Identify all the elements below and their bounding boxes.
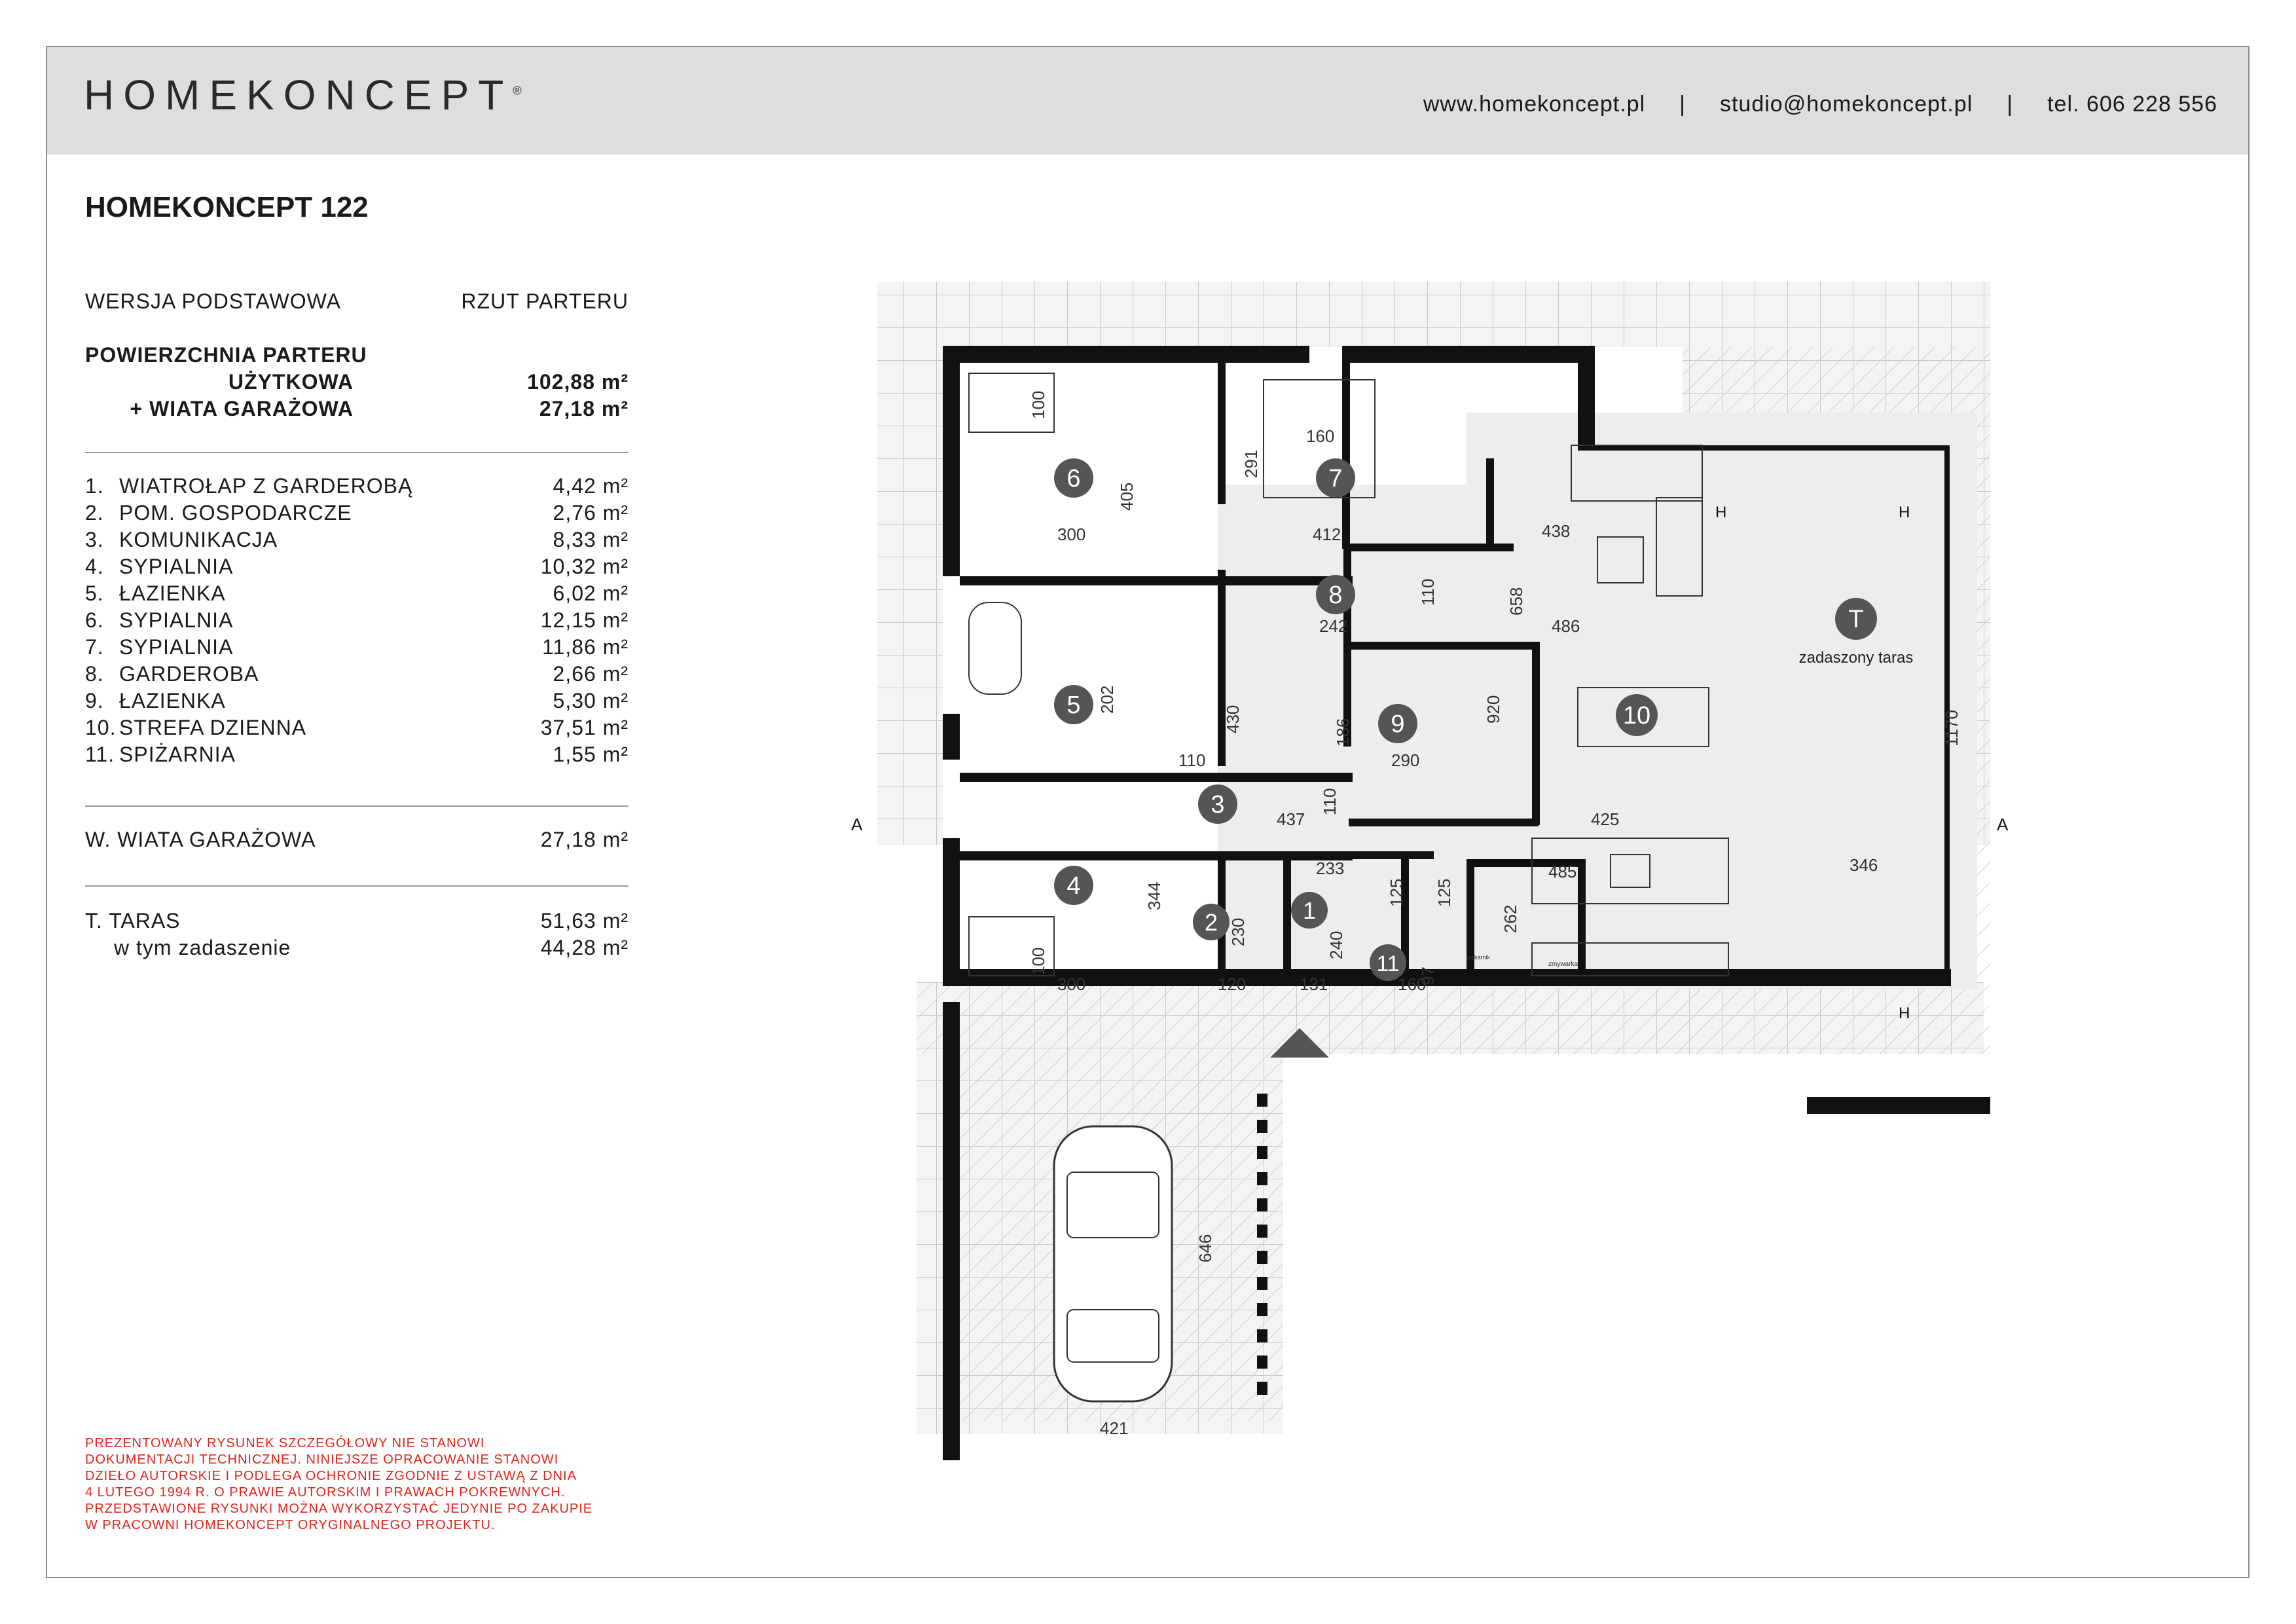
svg-text:110: 110 xyxy=(1418,578,1438,606)
room-list xyxy=(85,473,629,768)
version-row xyxy=(85,288,629,315)
svg-text:125: 125 xyxy=(1387,878,1406,907)
contact-info xyxy=(1423,92,2217,117)
svg-text:8: 8 xyxy=(1328,581,1343,609)
room-marker-8 xyxy=(1316,575,1355,614)
svg-text:421: 421 xyxy=(1100,1418,1129,1438)
svg-text:300: 300 xyxy=(1057,974,1086,994)
small-label: zmywarka xyxy=(1548,961,1578,968)
svg-text:3: 3 xyxy=(1211,791,1225,819)
room-row: 4. SYPIALNIA 10,32 m² xyxy=(85,555,629,578)
small-label: piekarnik xyxy=(1467,954,1491,961)
room-marker-2 xyxy=(1193,904,1230,940)
svg-text:160: 160 xyxy=(1306,426,1335,446)
svg-text:9: 9 xyxy=(1391,710,1405,738)
floor-plan xyxy=(838,262,2056,1480)
svg-text:658: 658 xyxy=(1506,587,1526,616)
room-marker-5 xyxy=(1054,685,1093,724)
svg-text:5: 5 xyxy=(1066,692,1081,719)
room-marker-6 xyxy=(1054,458,1093,498)
hob-marker: H xyxy=(1899,1005,1910,1022)
room-marker-10 xyxy=(1616,694,1658,736)
terrace-sub-label: w tym zadaszenie xyxy=(114,936,291,959)
svg-text:262: 262 xyxy=(1501,904,1520,933)
legal-line: PREZENTOWANY RYSUNEK SZCZEGÓŁOWY NIE STANOWI xyxy=(85,1436,485,1450)
legal-line: PRZEDSTAWIONE RYSUNKI MOŻNA WYKORZYSTAĆ JEDYNIE PO ZAKUPIE xyxy=(85,1502,593,1516)
separator: | xyxy=(1679,92,1686,117)
room-row: 2. POM. GOSPODARCZE 2,76 m² xyxy=(85,501,629,525)
carport-label: + WIATA GARAŻOWA xyxy=(130,397,354,420)
room-marker-9 xyxy=(1378,704,1417,743)
svg-text:186: 186 xyxy=(1333,718,1353,747)
svg-text:125: 125 xyxy=(1434,878,1454,907)
hob-marker: H xyxy=(1899,504,1910,521)
room-row: 7. SYPIALNIA 11,86 m² xyxy=(85,635,629,659)
car-icon xyxy=(1054,1126,1172,1401)
terrace-sub-area: 44,28 m² xyxy=(540,936,629,959)
svg-text:97: 97 xyxy=(1418,967,1438,986)
carport-summary xyxy=(85,826,629,853)
version-label: WERSJA PODSTAWOWA xyxy=(85,289,341,313)
divider xyxy=(85,452,629,453)
svg-text:240: 240 xyxy=(1326,931,1346,959)
svg-text:437: 437 xyxy=(1277,809,1305,829)
usable-value: 102,88 m² xyxy=(527,370,629,394)
terrace-area: 51,63 m² xyxy=(540,909,629,932)
room-row: 11. SPIŻARNIA 1,55 m² xyxy=(85,743,629,766)
hob-marker: H xyxy=(1715,504,1727,521)
section-mark-left: A xyxy=(851,815,863,834)
svg-text:2: 2 xyxy=(1204,909,1218,936)
terrace-summary xyxy=(85,908,629,961)
svg-text:344: 344 xyxy=(1144,881,1164,910)
carport-summary-label: W. WIATA GARAŻOWA xyxy=(85,828,316,851)
svg-text:11: 11 xyxy=(1376,951,1400,976)
logo[interactable]: HOMEKONCEPT® xyxy=(84,71,522,119)
carport-value: 27,18 m² xyxy=(539,397,629,420)
svg-text:110: 110 xyxy=(1178,750,1206,770)
room-marker-7 xyxy=(1316,458,1355,498)
separator: | xyxy=(2007,92,2014,117)
svg-text:6: 6 xyxy=(1066,465,1081,492)
svg-text:920: 920 xyxy=(1484,695,1503,724)
svg-text:T: T xyxy=(1848,606,1864,633)
svg-text:430: 430 xyxy=(1223,705,1243,733)
svg-text:160: 160 xyxy=(1398,974,1427,994)
room-row: 8. GARDEROBA 2,66 m² xyxy=(85,662,629,686)
legal-line: DZIEŁO AUTORSKIE I PODLEGA OCHRONIE ZGODNIE Z USTAWĄ Z DNIA xyxy=(85,1469,577,1483)
carport-summary-area: 27,18 m² xyxy=(540,828,629,851)
svg-text:4: 4 xyxy=(1066,872,1081,900)
svg-text:486: 486 xyxy=(1552,616,1580,636)
svg-text:120: 120 xyxy=(1218,974,1247,994)
svg-text:485: 485 xyxy=(1548,862,1577,881)
svg-text:131: 131 xyxy=(1300,974,1328,994)
svg-text:242: 242 xyxy=(1319,616,1348,636)
svg-text:346: 346 xyxy=(1850,855,1878,875)
phone-number[interactable]: tel. 606 228 556 xyxy=(2047,92,2217,117)
project-title: HOMEKONCEPT 122 xyxy=(85,191,369,223)
terrace-label: T. TARAS xyxy=(85,909,181,932)
svg-text:438: 438 xyxy=(1542,521,1571,541)
room-row: 1. WIATROŁAP Z GARDEROBĄ 4,42 m² xyxy=(85,474,629,498)
svg-text:412: 412 xyxy=(1313,525,1341,544)
section-mark-right: A xyxy=(1997,815,2009,834)
svg-text:1170: 1170 xyxy=(1942,710,1961,747)
living-floor xyxy=(1467,413,1977,989)
room-row: 10. STREFA DZIENNA 37,51 m² xyxy=(85,716,629,739)
room-row: 5. ŁAZIENKA 6,02 m² xyxy=(85,581,629,605)
svg-text:202: 202 xyxy=(1097,685,1117,714)
svg-text:300: 300 xyxy=(1057,525,1086,544)
svg-text:646: 646 xyxy=(1195,1234,1215,1263)
svg-text:405: 405 xyxy=(1117,482,1137,511)
room-marker-1 xyxy=(1291,892,1328,929)
room-row: 9. ŁAZIENKA 5,30 m² xyxy=(85,689,629,712)
svg-text:291: 291 xyxy=(1241,449,1261,478)
svg-text:425: 425 xyxy=(1591,809,1620,829)
email-link[interactable]: studio@homekoncept.pl xyxy=(1719,92,1973,117)
divider xyxy=(85,885,629,887)
room-marker-3 xyxy=(1198,784,1237,824)
divider xyxy=(85,805,629,807)
terrace-caption: zadaszony taras xyxy=(1798,649,1914,667)
legal-line: W PRACOWNI HOMEKONCEPT ORYGINALNEGO PROJEKTU. xyxy=(85,1518,496,1532)
room-row: 6. SYPIALNIA 12,15 m² xyxy=(85,608,629,632)
svg-text:7: 7 xyxy=(1328,465,1343,492)
svg-text:233: 233 xyxy=(1316,858,1345,878)
svg-text:10: 10 xyxy=(1622,702,1651,729)
area-title: POWIERZCHNIA PARTERU xyxy=(85,343,367,367)
legal-line: 4 LUTEGO 1994 R. O PRAWIE AUTORSKIM I PRAWACH POKREWNYCH. xyxy=(85,1485,566,1500)
svg-text:110: 110 xyxy=(1320,788,1339,815)
area-summary xyxy=(85,342,629,422)
svg-text:100: 100 xyxy=(1029,390,1048,419)
room-row: 3. KOMUNIKACJA 8,33 m² xyxy=(85,528,629,551)
room-marker-t xyxy=(1835,598,1877,640)
svg-text:290: 290 xyxy=(1391,750,1420,770)
website-link[interactable]: www.homekoncept.pl xyxy=(1423,92,1646,117)
legal-note xyxy=(85,1435,635,1534)
room-marker-4 xyxy=(1054,866,1093,905)
usable-label: UŻYTKOWA xyxy=(228,370,354,394)
legal-line: DOKUMENTACJI TECHNICZNEJ. NINIEJSZE OPRACOWANIE STANOWI xyxy=(85,1452,559,1467)
svg-text:1: 1 xyxy=(1302,897,1317,924)
svg-text:230: 230 xyxy=(1228,917,1248,946)
view-label: RZUT PARTERU xyxy=(461,289,629,313)
svg-text:100: 100 xyxy=(1029,947,1048,976)
